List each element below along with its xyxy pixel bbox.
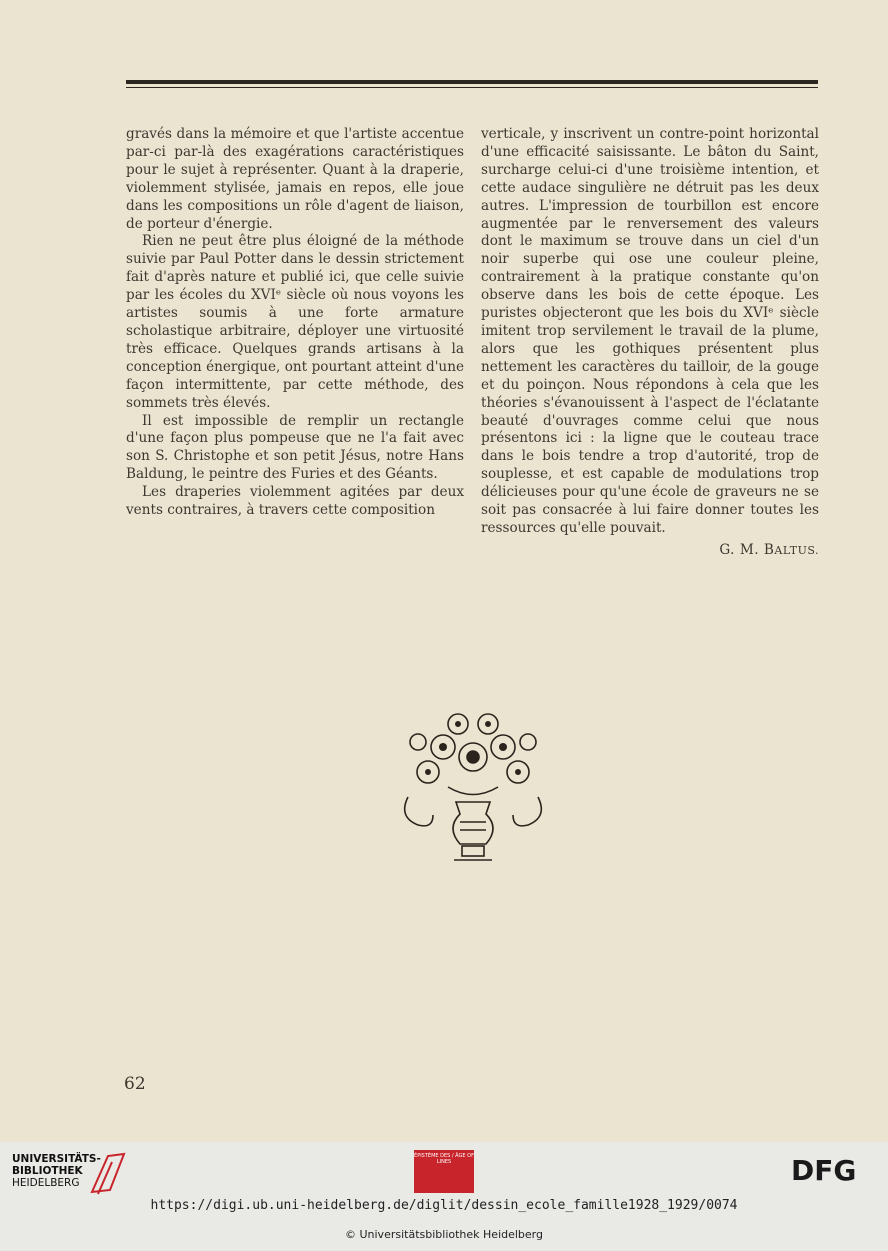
- signature-initials: G. M. B: [719, 541, 775, 558]
- paragraph: Rien ne peut être plus éloigné de la méthode suivie par Paul Potter dans le dessin strictement fait d'après nature et publié ici, que celle suivie par les écoles du XVIᵉ siècle où nous voyons les artistes soumis à une forte armature scholastique arbitraire, déployer une virtuosité très efficace. Quelques grands artisans à la conception énergique, ont pourtant atteint d'une façon intermittente, par cette méthode, des sommets très élevés.: [126, 233, 464, 411]
- left-column: [126, 126, 464, 520]
- project-logo-text: ÉPISTÈME DES / ÂGE OF LINES: [414, 1153, 474, 1165]
- library-line2: BIBLIOTHEK: [12, 1165, 83, 1177]
- page-number: 62: [124, 1074, 146, 1094]
- header-rule-thin: [126, 87, 818, 88]
- paragraph: verticale, y inscrivent un contre-point horizontal d'une efficacité saisissante. Le bâton du Saint, surcharge celui-ci d'une troisième intention, et cette audace singulière ne détruit pas les deux autres. L'impression de tourbillon est encore augmentée par le renversement des valeurs dont le maximum se trouve dans un ciel d'un noir superbe qui ose une couleur pleine, contrairement à la pratique constante qu'on observe dans les bois de cette époque. Les puristes objecteront que les bois du XVIᵉ siècle imitent trop servilement le travail de la plume, alors que les gothiques présentent plus nettement les caractères du tailloir, de la gouge et du poinçon. Nous répondons à cela que les théories s'évanouissent à l'aspect de l'éclatante beauté d'ouvrages comme celui que nous présentons ici : la ligne que le couteau trace dans le bois tendre a trop d'autorité, trop de souplesse, et est capable de modulations trop délicieuses pour qu'une école de graveurs ne se soit pas consacrée à lui faire donner toutes les ressources qu'elle pouvait.: [481, 126, 819, 536]
- paragraph: Il est impossible de remplir un rectangle d'une façon plus pompeuse que ne l'a fait avec son S. Christophe et son petit Jésus, notre Hans Baldung, le peintre des Furies et des Géants.: [126, 412, 464, 483]
- flower-vase-ornament: [388, 702, 558, 872]
- viewer-footer: [0, 1142, 888, 1251]
- permalink-url[interactable]: https://digi.ub.uni-heidelberg.de/diglit/dessin_ecole_famille1928_1929/0074: [150, 1198, 738, 1213]
- dfg-logo[interactable]: DFG: [791, 1154, 857, 1187]
- university-library-logo[interactable]: [12, 1152, 127, 1194]
- author-signature: [481, 542, 819, 560]
- signature-rest: ALTUS.: [774, 543, 819, 557]
- library-mark-icon: [90, 1152, 126, 1196]
- paragraph: Les draperies violemment agitées par deux vents contraires, à travers cette composition: [126, 484, 464, 519]
- library-line3: HEIDELBERG: [12, 1177, 80, 1189]
- copyright-notice: © Universitätsbibliothek Heidelberg: [344, 1228, 543, 1241]
- library-name: [12, 1153, 101, 1189]
- header-rule-thick: [126, 80, 818, 84]
- paragraph: gravés dans la mémoire et que l'artiste accentue par-ci par-là des exagérations caractéristiques pour le sujet à représenter. Quant à la draperie, violemment stylisée, jamais en repos, elle joue dans les compositions un rôle d'agent de liaison, de porteur d'énergie.: [126, 126, 464, 232]
- project-logo[interactable]: [414, 1150, 474, 1193]
- right-column: [481, 126, 819, 560]
- library-line1: UNIVERSITÄTS-: [12, 1153, 101, 1165]
